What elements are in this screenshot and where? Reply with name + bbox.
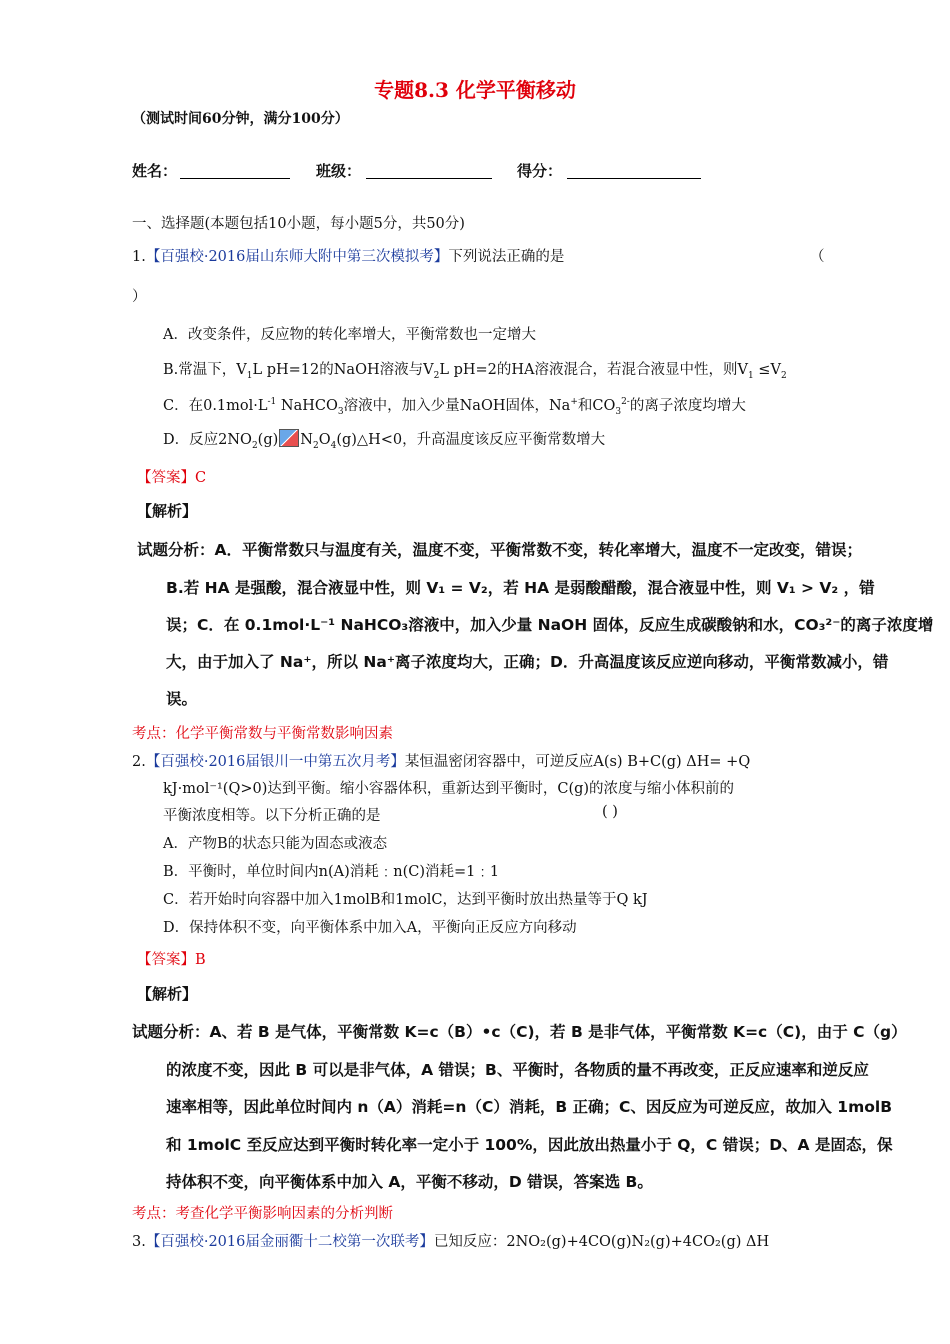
q1-option-c: C．在$0.1mol\cdot L^{-1}$ NaHCO$_3$溶液中，加入少量NaOH固体，Na+和$CO_3^{2-}$的离子浓度均增大 (163, 397, 746, 417)
q2-option-a: A．产物B的状态只能为固态或液态 (163, 836, 388, 852)
score-blank[interactable] (567, 178, 701, 179)
q1-analysis-line: B.若 HA 是强酸，混合液显中性，则 V₁ = V₂，若 HA 是弱酸醋酸，混合液显中性，则 V₁ > V₂ ，错 (166, 579, 875, 597)
q1-paren-left: （ (810, 249, 825, 265)
q2-analysis-line: 的浓度不变，因此 B 可以是非气体，A 错误；B、平衡时，各物质的量不再改变，正反应速率和逆反应 (166, 1061, 869, 1079)
test-info: （测试时间60分钟，满分100分） (132, 111, 349, 127)
q1-source: 百强校·2016届山东师大附中第三次模拟考 (160, 249, 434, 265)
q1-paren-right: ） (132, 289, 147, 305)
q2-option-c: C．若开始时向容器中加入1molB和1molC，达到平衡时放出热量等于Q kJ (163, 892, 648, 908)
q2-number: 2. (132, 754, 146, 770)
q2-option-b: B．平衡时，单位时间内n(A)消耗﹕n(C)消耗=1﹕1 (163, 864, 500, 880)
q2-stem-line: kJ·mol⁻¹(Q>0)达到平衡。缩小容器体积，重新达到平衡时，C(g)的浓度与缩小体积前的 (163, 781, 735, 797)
q1-question: 下列说法正确的是 (448, 249, 565, 265)
q1-analysis-line: 误。 (166, 690, 198, 708)
name-blank[interactable] (180, 178, 290, 179)
q2-option-d: D．保持体积不变，向平衡体系中加入A，平衡向正反应方向移动 (163, 920, 577, 936)
question-2-stem: 2.【百强校·2016届银川一中第五次月考】某恒温密闭容器中，可逆反应A(s) B+C(g) ΔH= +Q (132, 754, 751, 770)
q2-kaodian: 考点：考查化学平衡影响因素的分析判断 (132, 1206, 393, 1222)
q2-analysis-line: 速率相等，因此单位时间内 n（A）消耗=n（C）消耗，B 正确；C、因反应为可逆反应，故加入 1molB (166, 1098, 893, 1116)
q1-analysis-line: 大，由于加入了 Na⁺，所以 Na⁺离子浓度均大，正确；D．升高温度该反应逆向移动，平衡常数减小，错 (166, 653, 889, 671)
q2-answer: 【答案】B (137, 952, 206, 968)
name-label: 姓名： (132, 162, 178, 180)
q1-analysis-line: 误；C．在 0.1mol·L⁻¹ NaHCO₃溶液中，加入少量 NaOH 固体，反应生成碳酸钠和水，CO₃²⁻的离子浓度增 (166, 616, 934, 634)
class-label: 班级： (316, 162, 362, 180)
q3-number: 3. (132, 1234, 146, 1250)
q1-option-a: A．改变条件，反应物的转化率增大，平衡常数也一定增大 (163, 327, 536, 343)
section-heading: 一、选择题(本题包括10小题，每小题5分，共50分) (132, 216, 465, 232)
q2-answer-paren: ( ) (602, 804, 618, 820)
q2-analysis-line: 试题分析：A、若 B 是气体，平衡常数 K=c（B）•c（C)，若 B 是非气体，平衡常数 K=c（C)，由于 C（g） (132, 1023, 907, 1041)
q3-source: 百强校·2016届金丽衢十二校第一次联考 (160, 1234, 420, 1250)
q1-answer: 【答案】C (137, 470, 207, 486)
q1-option-d: D．反应$2NO_2(g)$ $N_2O_4(g)\triangle H<0$，升高温度该反应平衡常数增大 (163, 428, 605, 451)
q1-number: 1. (132, 249, 146, 265)
document-title: 专题8.3 化学平衡移动 (374, 78, 576, 102)
question-1-stem: 1.【百强校·2016届山东师大附中第三次模拟考】下列说法正确的是 (132, 249, 565, 265)
q1-option-b: B.常温下，$V_1L$ pH=12的NaOH溶液与$V_2L$ pH=2的HA溶液混合，若混合液显中性，则$V_1 \le V_2$ (163, 362, 787, 381)
q2-analysis-line: 持体积不变，向平衡体系中加入 A，平衡不移动，D 错误，答案选 B。 (166, 1173, 653, 1191)
equilibrium-arrow-icon (279, 429, 299, 447)
q2-source: 百强校·2016届银川一中第五次月考 (160, 754, 391, 770)
question-3-stem: 3.【百强校·2016届金丽衢十二校第一次联考】已知反应：2NO₂(g)+4CO(g)N₂(g)+4CO₂(g) ΔH (132, 1234, 770, 1250)
q2-stem-line: 平衡浓度相等。以下分析正确的是 (163, 808, 381, 824)
q2-analysis-line: 和 1molC 至反应达到平衡时转化率一定小于 100%，因此放出热量小于 Q，C 错误；D、A 是固态，保 (166, 1136, 893, 1154)
q1-analysis-line: 试题分析：A．平衡常数只与温度有关，温度不变，平衡常数不变，转化率增大，温度不一定改变，错误； (137, 541, 862, 559)
q2-analysis-label: 【解析】 (137, 985, 198, 1003)
class-blank[interactable] (366, 178, 492, 179)
score-label: 得分： (517, 162, 563, 180)
q1-kaodian: 考点：化学平衡常数与平衡常数影响因素 (132, 726, 393, 742)
q1-analysis-label: 【解析】 (137, 502, 198, 520)
